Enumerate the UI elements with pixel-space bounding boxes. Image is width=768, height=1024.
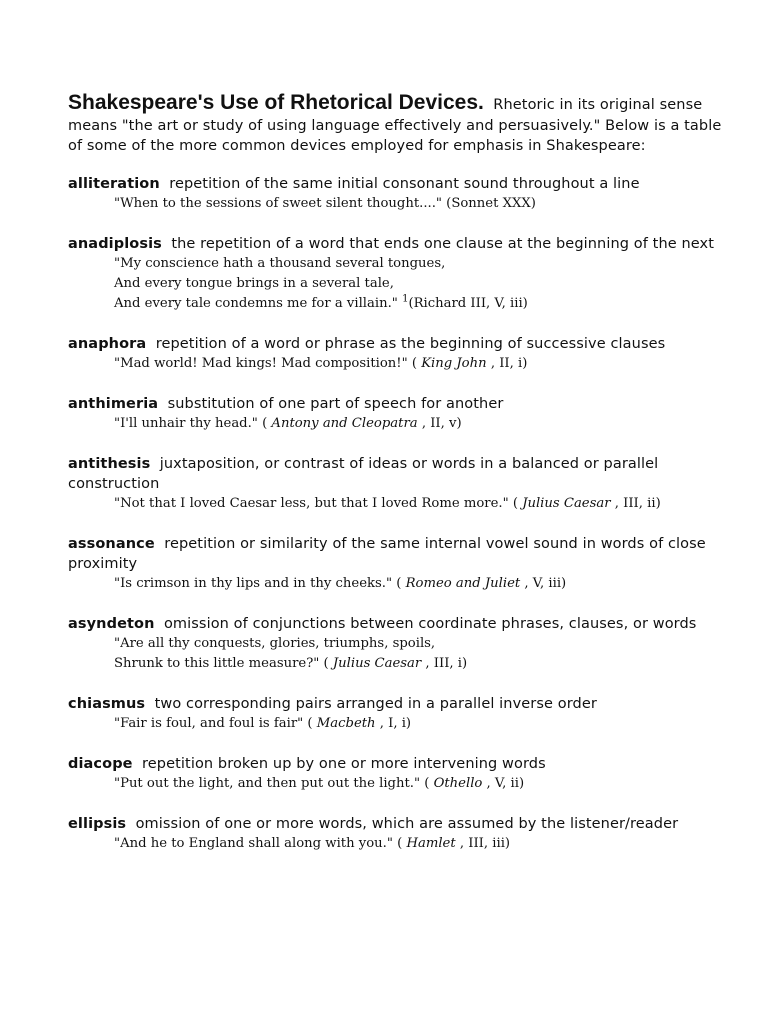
work-title: Othello bbox=[433, 775, 483, 791]
device-definition: repetition broken up by one or more intervening words bbox=[142, 755, 546, 772]
device-definition: substitution of one part of speech for another bbox=[167, 395, 504, 412]
quote-line bbox=[68, 194, 728, 214]
device-definition: the repetition of a word that ends one clause at the beginning of the next bbox=[171, 235, 714, 252]
quote-text: "Mad world! Mad kings! Mad composition!" ( bbox=[114, 355, 422, 371]
device-entry-alliteration bbox=[68, 174, 728, 214]
device-definition: omission of conjunctions between coordinate phrases, clauses, or words bbox=[163, 615, 697, 632]
device-term: chiasmus bbox=[68, 695, 146, 712]
work-title: Antony and Cleopatra bbox=[271, 415, 418, 431]
citation: , II, v) bbox=[417, 415, 462, 431]
quote-line bbox=[68, 274, 728, 294]
citation: , I, i) bbox=[375, 715, 412, 731]
device-term: anadiplosis bbox=[68, 235, 162, 252]
device-entry-asyndeton bbox=[68, 614, 728, 674]
device-definition: omission of one or more words, which are assumed by the listener/reader bbox=[135, 815, 679, 832]
work-title: Hamlet bbox=[406, 835, 456, 851]
term-line bbox=[68, 234, 728, 254]
quote-text: "Put out the light, and then put out the light." ( bbox=[114, 775, 434, 791]
work-title: Julius Caesar bbox=[332, 655, 422, 671]
device-term: anthimeria bbox=[68, 395, 159, 412]
term-line bbox=[68, 334, 728, 354]
citation: , II, i) bbox=[486, 355, 528, 371]
quote-line bbox=[68, 654, 728, 674]
term-line bbox=[68, 814, 728, 834]
quote-text: "And he to England shall along with you." ( bbox=[114, 835, 407, 851]
quote-line bbox=[68, 294, 728, 314]
intro-paragraph bbox=[68, 93, 728, 157]
quote-line bbox=[68, 634, 728, 654]
term-line bbox=[68, 754, 728, 774]
work-title: Romeo and Juliet bbox=[405, 575, 521, 591]
device-definition: repetition of a word or phrase as the beginning of successive clauses bbox=[155, 335, 666, 352]
quote-line bbox=[68, 574, 728, 594]
quote-text: "Fair is foul, and foul is fair" ( bbox=[114, 715, 317, 731]
device-entry-assonance bbox=[68, 534, 728, 594]
quote-line bbox=[68, 494, 728, 514]
term-line bbox=[68, 454, 728, 494]
quote-text: "My conscience hath a thousand several tongues, bbox=[114, 255, 446, 271]
device-term: asyndeton bbox=[68, 615, 155, 632]
footnote-marker: 1 bbox=[402, 293, 409, 305]
device-entry-anadiplosis bbox=[68, 234, 728, 314]
device-term: diacope bbox=[68, 755, 133, 772]
device-entry-ellipsis bbox=[68, 814, 728, 854]
quote-line bbox=[68, 834, 728, 854]
quote-text: "Are all thy conquests, glories, triumphs, spoils, bbox=[114, 635, 436, 651]
citation: , V, iii) bbox=[520, 575, 567, 591]
device-entry-anthimeria bbox=[68, 394, 728, 434]
citation: , III, ii) bbox=[610, 495, 661, 511]
device-entry-chiasmus bbox=[68, 694, 728, 734]
term-line bbox=[68, 614, 728, 634]
term-line bbox=[68, 174, 728, 194]
device-term: alliteration bbox=[68, 175, 160, 192]
term-line bbox=[68, 534, 728, 574]
device-term: assonance bbox=[68, 535, 155, 552]
work-title: Julius Caesar bbox=[522, 495, 611, 511]
quote-text: And every tongue brings in a several tale, bbox=[114, 275, 394, 291]
device-definition: repetition or similarity of the same internal vowel sound in words of close proximity bbox=[68, 535, 706, 572]
device-entry-antithesis bbox=[68, 454, 728, 514]
device-definition: repetition of the same initial consonant sound throughout a line bbox=[169, 175, 640, 192]
device-list bbox=[68, 174, 728, 854]
document-page bbox=[68, 93, 728, 854]
page-title: Shakespeare's Use of Rhetorical Devices. bbox=[68, 91, 484, 114]
quote-text: And every tale condemns me for a villain." bbox=[114, 295, 403, 311]
quote-text: "I'll unhair thy head." ( bbox=[114, 415, 272, 431]
term-line bbox=[68, 694, 728, 714]
quote-text: "Is crimson in thy lips and in thy cheeks." ( bbox=[114, 575, 406, 591]
device-entry-anaphora bbox=[68, 334, 728, 374]
citation: , V, ii) bbox=[482, 775, 525, 791]
device-definition: juxtaposition, or contrast of ideas or words in a balanced or parallel construction bbox=[68, 455, 659, 492]
work-title: Macbeth bbox=[316, 715, 376, 731]
quote-source: (Richard III, V, iii) bbox=[408, 295, 528, 311]
device-entry-diacope bbox=[68, 754, 728, 794]
device-term: ellipsis bbox=[68, 815, 127, 832]
quote-line bbox=[68, 354, 728, 374]
quote-text: "Not that I loved Caesar less, but that I loved Rome more." ( bbox=[114, 495, 523, 511]
citation: , III, iii) bbox=[455, 835, 511, 851]
quote-line bbox=[68, 414, 728, 434]
quote-text: "When to the sessions of sweet silent thought...." (Sonnet XXX) bbox=[114, 195, 536, 211]
quote-line bbox=[68, 254, 728, 274]
quote-line bbox=[68, 774, 728, 794]
intro-text: Rhetoric in its original sense means "the art or study of using language effectively and persuasively." Below is a table of some of the more common devices employed for emphasis in Shakespeare: bbox=[68, 97, 722, 154]
quote-line bbox=[68, 714, 728, 734]
device-term: antithesis bbox=[68, 455, 151, 472]
work-title: King John bbox=[421, 355, 487, 371]
quote-text: Shrunk to this little measure?" ( bbox=[114, 655, 333, 671]
device-definition: two corresponding pairs arranged in a parallel inverse order bbox=[154, 695, 597, 712]
device-term: anaphora bbox=[68, 335, 147, 352]
citation: , III, i) bbox=[421, 655, 468, 671]
term-line bbox=[68, 394, 728, 414]
